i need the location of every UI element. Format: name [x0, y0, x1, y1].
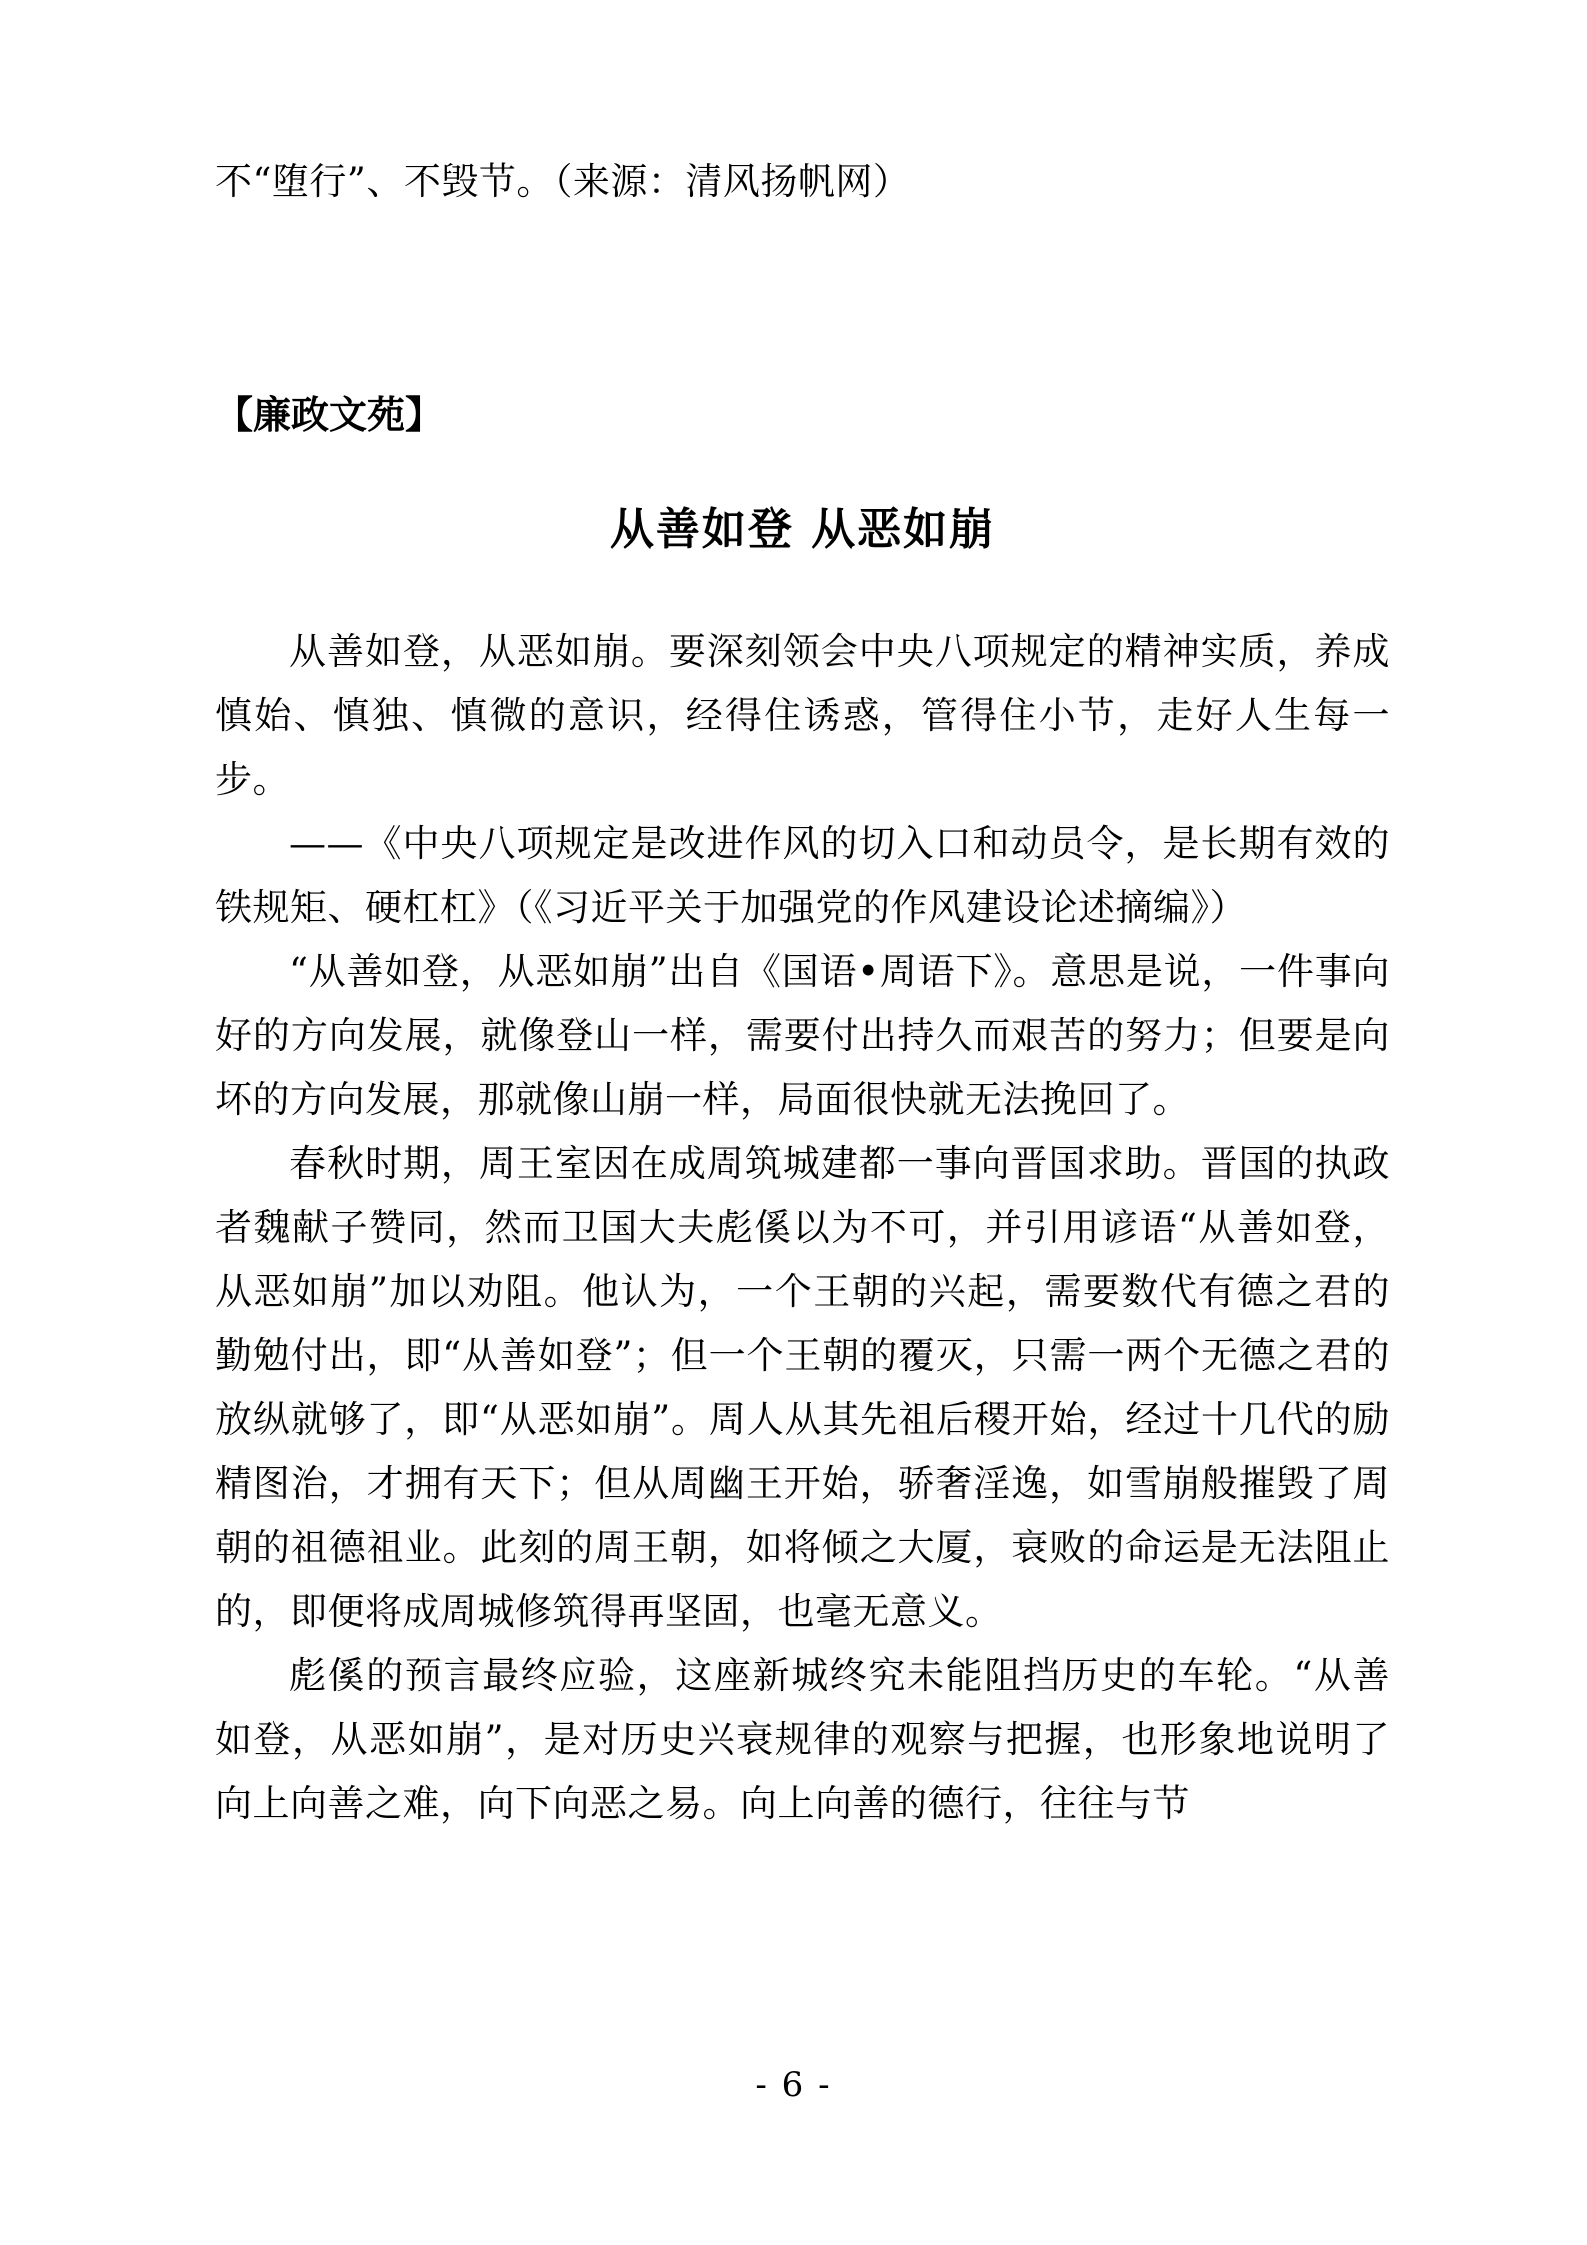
body-paragraph-1: 从善如登，从恶如崩。要深刻领会中央八项规定的精神实质，养成慎始、慎独、慎微的意识，经得住诱惑，管得住小节，走好人生每一步。 — [215, 630, 1390, 801]
page-number: - 6 - — [755, 2065, 832, 2105]
body-paragraph-5: 彪傒的预言最终应验，这座新城终究未能阻挡历史的车轮。“从善如登，从恶如崩”，是对历史兴衰规律的观察与把握，也形象地说明了向上向善之难，向下向恶之易。向上向善的德行，往往与节 — [215, 1654, 1390, 1825]
source-line: 不“堕行”、不毁节。（来源：清风扬帆网） — [215, 160, 911, 203]
vertical-spacer — [215, 214, 1390, 384]
vertical-spacer-small — [215, 446, 1390, 498]
vertical-spacer-title — [215, 562, 1390, 620]
body-paragraph-4: 春秋时期，周王室因在成周筑城建都一事向晋国求助。晋国的执政者魏献子赞同，然而卫国大夫彪傒以为不可，并引用谚语“从善如登，从恶如崩”加以劝阻。他认为，一个王朝的兴起，需要数代有德之君的勤勉付出，即“从善如登”；但一个王朝的覆灭，只需一两个无德之君的放纵就够了，即“从恶如崩”。周人从其先祖后稷开始，经过十几代的励精图治，才拥有天下；但从周幽王开始，骄奢淫逸，如雪崩般摧毁了周朝的祖德祖业。此刻的周王朝，如将倾之大厦，衰败的命运是无法阻止的，即便将成周城修筑得再坚固，也毫无意义。 — [215, 1142, 1390, 1633]
body-paragraph-2: ——《中央八项规定是改进作风的切入口和动员令，是长期有效的铁规矩、硬杠杠》（《习近平关于加强党的作风建设论述摘编》） — [215, 822, 1390, 929]
article-title: 从善如登 从恶如崩 — [609, 504, 996, 555]
page-content — [215, 150, 1390, 1836]
body-paragraph-3: “从善如登，从恶如崩”出自《国语•周语下》。意思是说，一件事向好的方向发展，就像登山一样，需要付出持久而艰苦的努力；但要是向坏的方向发展，那就像山崩一样，局面很快就无法挽回了。 — [215, 950, 1390, 1121]
section-tag: 【廉政文苑】 — [215, 392, 444, 437]
